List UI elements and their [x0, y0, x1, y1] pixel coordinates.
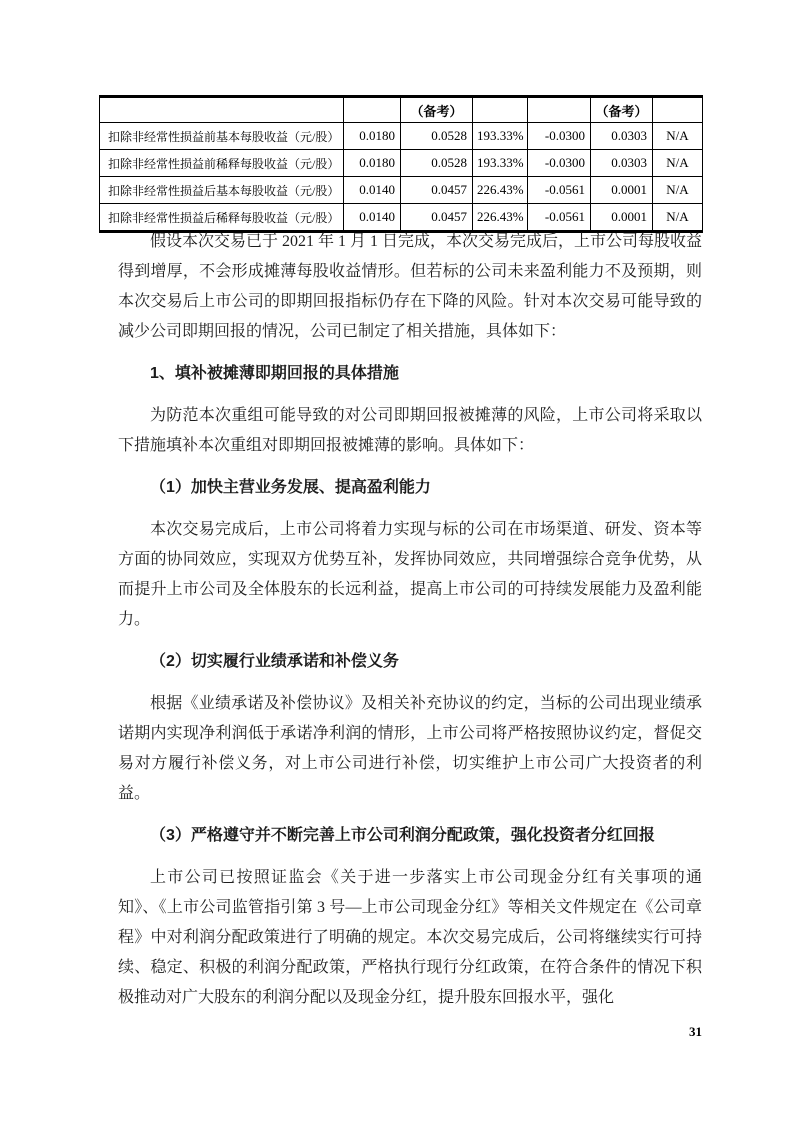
- table-cell: 0.0180: [344, 123, 401, 150]
- table-cell: 0.0140: [344, 204, 401, 232]
- table-header-cell: [473, 97, 528, 123]
- table-cell: 0.0528: [401, 150, 473, 177]
- table-cell: 0.0303: [591, 150, 653, 177]
- table-cell: 0.0180: [344, 150, 401, 177]
- page-number: 31: [689, 1024, 702, 1039]
- row-label: 扣除非经常性损益后稀释每股收益（元/股）: [100, 204, 344, 232]
- table-cell: 0.0457: [401, 177, 473, 204]
- table-cell: -0.0561: [528, 204, 591, 232]
- subsection-heading-3: （3）严格遵守并不断完善上市公司利润分配政策，强化投资者分红回报: [150, 827, 655, 844]
- table-header-cell: [344, 97, 401, 123]
- subsection-heading-2: （2）切实履行业绩承诺和补偿义务: [150, 653, 399, 670]
- table-cell: N/A: [653, 150, 703, 177]
- row-label: 扣除非经常性损益前稀释每股收益（元/股）: [100, 150, 344, 177]
- table-header-cell: [100, 97, 344, 123]
- table-cell: 0.0303: [591, 123, 653, 150]
- table-header-cell: [653, 97, 703, 123]
- row-label: 扣除非经常性损益后基本每股收益（元/股）: [100, 177, 344, 204]
- table-cell: N/A: [653, 123, 703, 150]
- table-cell: 193.33%: [473, 150, 528, 177]
- table-cell: 193.33%: [473, 123, 528, 150]
- table-cell: 0.0140: [344, 177, 401, 204]
- paragraph-measures-intro: 为防范本次重组可能导致的对公司即期回报被摊薄的风险，上市公司将采取以下措施填补本次重组对即期回报被摊薄的影响。具体如下：: [118, 407, 702, 454]
- document-body: [118, 227, 702, 1013]
- table-cell: 0.0528: [401, 123, 473, 150]
- table-row: [100, 123, 703, 150]
- table-cell: 0.0001: [591, 177, 653, 204]
- table-cell: 0.0001: [591, 204, 653, 232]
- subsection-heading-1: （1）加快主营业务发展、提高盈利能力: [150, 479, 431, 496]
- table-cell: 226.43%: [473, 204, 528, 232]
- table-header-cell: [528, 97, 591, 123]
- table-cell: 226.43%: [473, 177, 528, 204]
- paragraph-performance-commitment: 根据《业绩承诺及补偿协议》及相关补充协议的约定，当标的公司出现业绩承诺期内实现净利润低于承诺净利润的情形，上市公司将严格按照协议约定，督促交易对方履行补偿义务，对上市公司进行补偿，切实维护上市公司广大投资者的利益。: [118, 695, 702, 802]
- table-cell: 0.0457: [401, 204, 473, 232]
- table-header-row: [100, 97, 703, 123]
- table-cell: N/A: [653, 177, 703, 204]
- eps-comparison-table: [99, 95, 703, 233]
- table-cell: -0.0300: [528, 150, 591, 177]
- table-header-cell-beikao: （备考）: [591, 97, 653, 123]
- table-cell: -0.0561: [528, 177, 591, 204]
- table-row: [100, 177, 703, 204]
- paragraph-business-development: 本次交易完成后，上市公司将着力实现与标的公司在市场渠道、研发、资本等方面的协同效应，实现双方优势互补，发挥协同效应，共同增强综合竞争优势，从而提升上市公司及全体股东的长远利益，提高上市公司的可持续发展能力及盈利能力。: [118, 521, 702, 628]
- paragraph-dividend-policy: 上市公司已按照证监会《关于进一步落实上市公司现金分红有关事项的通知》、《上市公司监管指引第 3 号—上市公司现金分红》等相关文件规定在《公司章程》中对利润分配政策进行了明确的规定。本次交易完成后，公司将继续实行可持续、稳定、积极的利润分配政策，严格执行现行分红政策，在符合条件的情况下积极推动对广大股东的利润分配以及现金分红，提升股东回报水平，强化: [118, 869, 702, 1006]
- table-row: [100, 150, 703, 177]
- row-label: 扣除非经常性损益前基本每股收益（元/股）: [100, 123, 344, 150]
- table-header-cell-beikao: （备考）: [401, 97, 473, 123]
- paragraph-assumption: 假设本次交易已于 2021 年 1 月 1 日完成，本次交易完成后，上市公司每股收益得到增厚，不会形成摊薄每股收益情形。但若标的公司未来盈利能力不及预期，则本次交易后上市公司的即期回报指标仍存在下降的风险。针对本次交易可能导致的减少公司即期回报的情况，公司已制定了相关措施，具体如下：: [118, 233, 703, 340]
- section-heading-1: 1、填补被摊薄即期回报的具体措施: [150, 365, 399, 382]
- table-cell: -0.0300: [528, 123, 591, 150]
- table-cell: N/A: [653, 204, 703, 232]
